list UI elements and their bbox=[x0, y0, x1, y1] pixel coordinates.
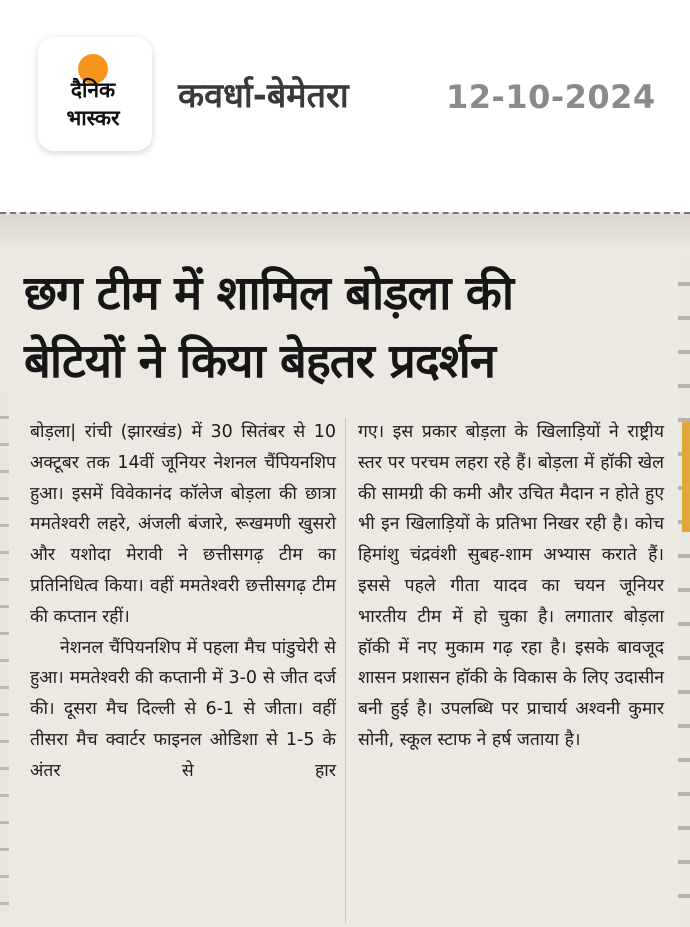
edition-date: 12-10-2024 bbox=[446, 78, 656, 116]
app-header bbox=[0, 0, 690, 200]
dainik-bhaskar-logo[interactable] bbox=[38, 37, 152, 151]
logo-text-line2: भास्कर bbox=[66, 106, 120, 130]
headline-line-1: छग टीम में शामिल बोड़ला की bbox=[24, 266, 514, 321]
edition-title: कवर्धा-बेमेतरा bbox=[178, 76, 349, 116]
headline-line-2: बेटियों ने किया बेहतर प्रदर्शन bbox=[24, 334, 495, 389]
article-paragraph-3: गए। इस प्रकार बोड़ला के खिलाड़ियों ने राष्ट्रीय स्तर पर परचम लहरा रहे हैं। बोड़ला में हॉकी खेल की सामग्री की कमी और उचित मैदान न होते हुए भी इन खिलाड़ियों के प्रतिभा निखर रही है। कोच हिमांशु चंद्रवंशी सुबह-शाम अभ्यास कराते हैं। इससे पहले गीता यादव का चयन जूनियर भारतीय टीम में हो चुका है। लगातार बोड़ला हॉकी में नए मुकाम गढ़ रहा है। इसके बावजूद शासन प्रशासन हॉकी के विकास के लिए उदासीन बनी हुई है। उपलब्धि पर प्राचार्य अश्वनी कुमार सोनी, स्कूल स्टाफ ने हर्ष जताया है। bbox=[358, 422, 664, 750]
adjacent-photo-strip bbox=[682, 422, 690, 532]
article-column-right bbox=[358, 417, 664, 756]
article-paragraph-1: बोड़ला| रांची (झारखंड) में 30 सितंबर से 10 अक्टूबर तक 14वीं जूनियर नेशनल चैंपियनशिप हुआ। इसमें विवेकानंद कॉलेज बोड़ला की छात्रा ममतेश्वरी लहरे, अंजली बंजारे, रूखमणी खुसरो और यशोदा मेरावी ने छत्तीसगढ़ टीम का प्रतिनिधित्व किया। वहीं ममतेश्वरी छत्तीसगढ़ टीम की कप्तान रहीं। bbox=[30, 422, 336, 627]
adjacent-column-right bbox=[678, 252, 690, 927]
clipping-torn-edge bbox=[0, 212, 690, 248]
newspaper-clipping bbox=[0, 212, 690, 927]
article-column-left bbox=[30, 417, 336, 787]
column-divider bbox=[345, 418, 346, 923]
article-paragraph-2: नेशनल चैंपियनशिप में पहला मैच पांडुचेरी से हुआ। ममतेश्वरी की कप्तानी में 3-0 से जीत दर्ज की। दूसरा मैच दिल्ली से 6-1 से जीता। वहीं तीसरा मैच क्वार्टर फाइनल ओडिशा से 1-5 के अंतर से हार bbox=[30, 637, 336, 781]
logo-text-line1: दैनिक bbox=[70, 78, 116, 102]
adjacent-column-left bbox=[0, 392, 9, 912]
